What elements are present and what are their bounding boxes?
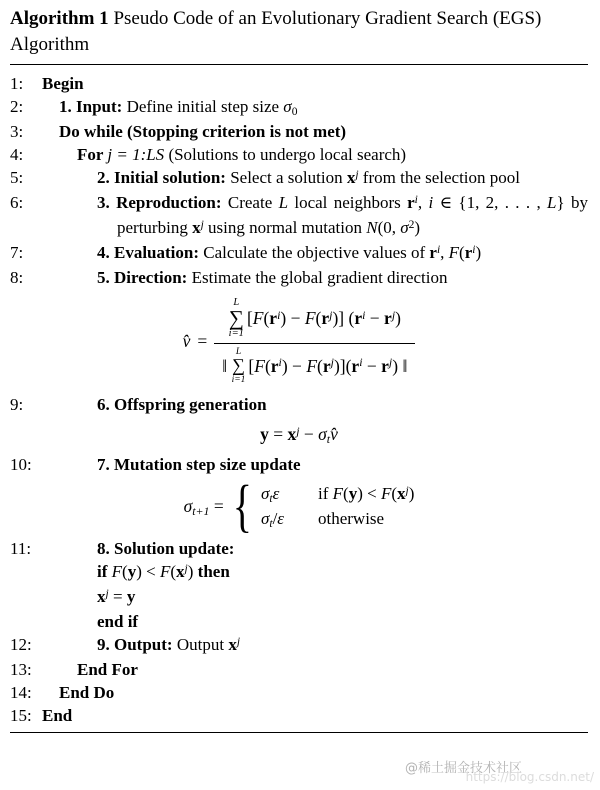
text-segment: = <box>209 495 224 516</box>
text-segment: (Solutions to undergo local search) <box>164 145 407 164</box>
text-segment: ( <box>391 483 398 503</box>
text-segment: σ <box>260 508 270 528</box>
line-number: 7: <box>10 243 24 262</box>
bottom-rule <box>10 732 588 733</box>
text-segment: F <box>304 308 316 329</box>
text-segment: σ <box>400 218 409 237</box>
line-content <box>40 120 588 143</box>
text-segment: j <box>330 355 334 370</box>
text-segment: i <box>278 355 282 370</box>
text-segment: j <box>391 307 396 322</box>
text-segment: from the selection pool <box>358 168 521 187</box>
text-segment: j <box>355 167 359 181</box>
offspring-formula <box>10 423 588 446</box>
text-segment: 5. Direction: <box>97 268 192 287</box>
text-segment: i <box>362 307 366 322</box>
line-number: 14: <box>10 682 32 702</box>
text-segment: r <box>270 355 279 376</box>
text-segment: j <box>184 561 188 575</box>
line-number: 11: <box>10 538 32 558</box>
text-segment: x <box>192 218 201 237</box>
text-segment: End Do <box>59 682 115 702</box>
text-segment: r <box>351 355 360 376</box>
line-content <box>40 241 588 266</box>
text-segment: j <box>236 634 241 648</box>
text-segment: σ <box>318 424 327 444</box>
text-segment: L <box>547 193 557 212</box>
cases-grid <box>261 483 414 530</box>
text-segment: i <box>428 193 434 212</box>
line-number <box>10 610 40 633</box>
line-content <box>40 393 588 416</box>
text-segment: ) − <box>280 308 305 329</box>
fraction-denominator <box>214 343 415 386</box>
line-content <box>40 585 588 610</box>
text-segment: y <box>126 586 136 606</box>
text-segment: End <box>42 705 73 725</box>
text-segment: F <box>380 483 392 503</box>
case-condition <box>318 508 414 530</box>
text-segment: ( <box>263 308 270 329</box>
line-content <box>40 72 588 95</box>
algorithm-caption-label: Algorithm 1 <box>10 8 109 29</box>
text-segment: j <box>296 423 300 438</box>
line-content <box>40 537 588 560</box>
text-segment: F <box>111 561 123 581</box>
algo-line <box>10 453 588 476</box>
line-number: 6: <box>10 193 24 212</box>
text-segment: End For <box>77 659 138 679</box>
sum-upper-limit: L <box>233 297 240 308</box>
sum-symbol: ∑ <box>228 305 244 330</box>
text-segment: ( <box>317 355 323 376</box>
text-segment: ∈ {1, 2, . . . , <box>433 193 548 212</box>
text-segment: i <box>359 355 363 370</box>
text-segment: 8. Solution update: <box>97 538 235 558</box>
algo-line <box>10 537 588 560</box>
text-segment: 2. Initial solution: <box>97 168 231 187</box>
line-content <box>40 610 588 633</box>
text-segment: r <box>322 355 331 376</box>
text-segment: (0, <box>377 218 401 237</box>
text-segment: ) < <box>136 561 160 581</box>
line-content <box>40 681 588 704</box>
text-segment: ) <box>408 483 415 503</box>
sum-symbol: ∑ <box>232 355 245 376</box>
text-segment: r <box>429 243 437 262</box>
offspring-expression <box>260 423 338 446</box>
text-segment: r <box>269 308 278 329</box>
line-content <box>40 95 588 120</box>
line-number: 1: <box>10 74 24 93</box>
text-segment: j = 1:LS <box>107 145 165 164</box>
text-segment: ) <box>414 218 421 237</box>
text-segment: σ <box>283 97 292 116</box>
text-segment: , <box>417 193 429 212</box>
text-segment: F <box>254 355 265 376</box>
text-segment: ) < <box>357 483 381 503</box>
text-segment: t <box>269 491 273 505</box>
text-segment: 7. Mutation step size update <box>97 454 301 474</box>
case-condition <box>318 483 414 505</box>
text-segment: j <box>105 586 109 600</box>
text-segment: 2 <box>408 217 415 231</box>
text-segment: σ <box>260 483 270 503</box>
cases-lhs <box>184 495 224 518</box>
text-segment: j <box>388 355 393 370</box>
sum-lower-limit: i=1 <box>231 374 246 385</box>
text-segment: ( <box>343 483 349 503</box>
text-segment: Define initial step size <box>126 97 284 116</box>
norm-open: ‖ <box>222 355 228 376</box>
text-segment: ) <box>395 308 401 329</box>
text-segment: ) − <box>281 355 307 376</box>
text-segment: j <box>200 217 204 231</box>
line-content <box>40 143 588 166</box>
line-content <box>40 166 588 191</box>
text-segment: } by perturbing <box>117 193 588 237</box>
text-segment: = <box>108 586 127 606</box>
summation-icon <box>232 347 246 385</box>
text-segment: end if <box>97 611 139 631</box>
text-segment: Begin <box>42 74 84 93</box>
text-segment: ( <box>459 243 465 262</box>
sum-upper-limit: L <box>235 347 242 358</box>
text-segment: y <box>260 424 269 444</box>
text-segment: F <box>159 561 171 581</box>
text-segment: then <box>197 561 230 581</box>
text-segment: ( <box>315 308 322 329</box>
line-content <box>40 560 588 585</box>
text-segment: 1. Input: <box>59 97 127 116</box>
text-segment: ε <box>272 483 280 503</box>
algo-line <box>10 393 588 416</box>
text-segment: x <box>287 424 297 444</box>
text-segment: Calculate the objective values of <box>203 243 430 262</box>
text-segment: r <box>407 193 415 212</box>
text-segment: t <box>326 432 331 447</box>
algorithm-caption <box>10 6 588 58</box>
algo-line <box>10 658 588 681</box>
watermark-community: @稀土掘金技术社区 <box>404 761 522 776</box>
text-segment: Create <box>227 193 279 212</box>
text-segment: x <box>228 634 237 654</box>
left-brace: { <box>232 472 252 539</box>
text-segment: − <box>299 424 319 444</box>
text-segment: i <box>472 242 476 256</box>
text-segment: Select a solution <box>230 168 347 187</box>
line-content <box>40 633 588 658</box>
text-segment: t+1 <box>192 504 210 519</box>
text-segment: F <box>306 355 318 376</box>
line-number: 4: <box>10 145 24 164</box>
line-number: 5: <box>10 168 24 187</box>
line-number: 10: <box>10 454 32 474</box>
line-content <box>40 704 588 727</box>
text-segment: / <box>272 508 278 528</box>
equals-sign: = <box>197 330 208 351</box>
text-segment: F <box>332 483 344 503</box>
text-segment: using normal mutation <box>203 218 367 237</box>
denominator-expression <box>248 355 398 378</box>
vhat-symbol: v̂ <box>182 330 191 351</box>
text-segment: r <box>381 355 389 376</box>
text-segment: = <box>268 424 288 444</box>
summation-icon <box>229 297 244 340</box>
text-segment: L <box>278 193 289 212</box>
algo-line <box>10 120 588 143</box>
text-segment: − <box>362 355 382 376</box>
text-segment: ( <box>264 355 271 376</box>
text-segment: i <box>414 192 418 206</box>
text-segment: F <box>448 243 460 262</box>
text-segment: ( <box>122 561 128 581</box>
algo-line-continuation <box>10 560 588 585</box>
text-segment: y <box>127 561 137 581</box>
text-segment: Output <box>176 634 229 654</box>
line-number: 13: <box>10 659 32 679</box>
algo-line <box>10 191 588 241</box>
algo-line <box>10 72 588 95</box>
algo-line <box>10 266 588 289</box>
watermark-url: https://blog.csdn.net/ <box>465 770 594 784</box>
algo-line <box>10 681 588 704</box>
line-content <box>40 453 588 476</box>
text-segment: r <box>321 308 330 329</box>
sum-lower-limit: i=1 <box>228 328 244 340</box>
line-number: 9: <box>10 395 24 414</box>
text-segment: Estimate the global gradient direction <box>191 268 448 287</box>
text-segment: otherwise <box>318 508 385 528</box>
algo-line <box>10 633 588 658</box>
text-segment: [ <box>248 355 255 376</box>
algo-line <box>10 166 588 191</box>
text-segment: 0 <box>291 105 298 119</box>
text-segment: r <box>464 243 473 262</box>
text-segment: v̂ <box>330 424 338 444</box>
algo-line <box>10 143 588 166</box>
text-segment: σ <box>183 495 193 516</box>
line-number <box>10 585 40 610</box>
text-segment: 6. Offspring generation <box>97 395 267 414</box>
algo-line <box>10 704 588 727</box>
text-segment: )]( <box>333 355 352 376</box>
case-expression <box>261 508 284 530</box>
line-content <box>40 191 588 241</box>
fraction-numerator <box>214 296 415 343</box>
algorithm-body <box>10 72 588 727</box>
line-number: 15: <box>10 705 32 725</box>
text-segment: For <box>77 145 108 164</box>
text-segment: j <box>405 483 409 497</box>
text-segment: − <box>365 308 385 329</box>
text-segment: x <box>397 483 406 503</box>
algo-line <box>10 95 588 120</box>
text-segment: j <box>329 307 333 322</box>
line-content <box>40 658 588 681</box>
text-segment: F <box>252 308 264 329</box>
step-size-update-formula <box>10 472 588 539</box>
text-segment: r <box>354 308 363 329</box>
text-segment: x <box>346 168 356 187</box>
text-segment: , <box>440 243 449 262</box>
text-segment: if <box>318 483 333 503</box>
text-segment: i <box>277 307 281 322</box>
caption-rule <box>10 64 588 65</box>
algo-line <box>10 241 588 266</box>
text-segment: x <box>97 586 106 606</box>
text-segment: ) <box>475 243 482 262</box>
fraction <box>214 296 415 386</box>
case-expression <box>261 483 284 505</box>
text-segment: [ <box>246 308 253 329</box>
norm-close: ‖ <box>402 355 408 376</box>
line-number: 12: <box>10 634 32 654</box>
text-segment: Do while (Stopping criterion is not met) <box>59 122 347 141</box>
line-content <box>40 266 588 289</box>
text-segment: ( <box>170 561 177 581</box>
text-segment: y <box>348 483 358 503</box>
text-segment: 9. Output: <box>97 634 177 654</box>
text-segment: i <box>436 242 441 256</box>
text-segment: N <box>366 218 378 237</box>
line-number: 2: <box>10 97 24 116</box>
algo-line-continuation <box>10 585 588 610</box>
text-segment: ) <box>392 355 399 376</box>
algorithm-caption-text: Pseudo Code of an Evolutionary Gradient Search (EGS) Algorithm <box>10 8 542 55</box>
text-segment: r <box>384 308 392 329</box>
text-segment: 4. Evaluation: <box>97 243 204 262</box>
text-segment: ε <box>277 508 284 528</box>
text-segment: x <box>176 561 185 581</box>
line-number <box>10 560 40 585</box>
text-segment: ) <box>187 561 198 581</box>
text-segment: 3. Reproduction: <box>97 193 228 212</box>
numerator-expression <box>247 307 401 330</box>
text-segment: )] ( <box>332 308 355 329</box>
algo-line-continuation <box>10 610 588 633</box>
gradient-direction-formula <box>10 296 588 386</box>
text-segment: t <box>269 517 273 531</box>
text-segment: local neighbors <box>288 193 408 212</box>
line-number: 3: <box>10 122 24 141</box>
line-number: 8: <box>10 268 24 287</box>
text-segment: if <box>97 561 112 581</box>
